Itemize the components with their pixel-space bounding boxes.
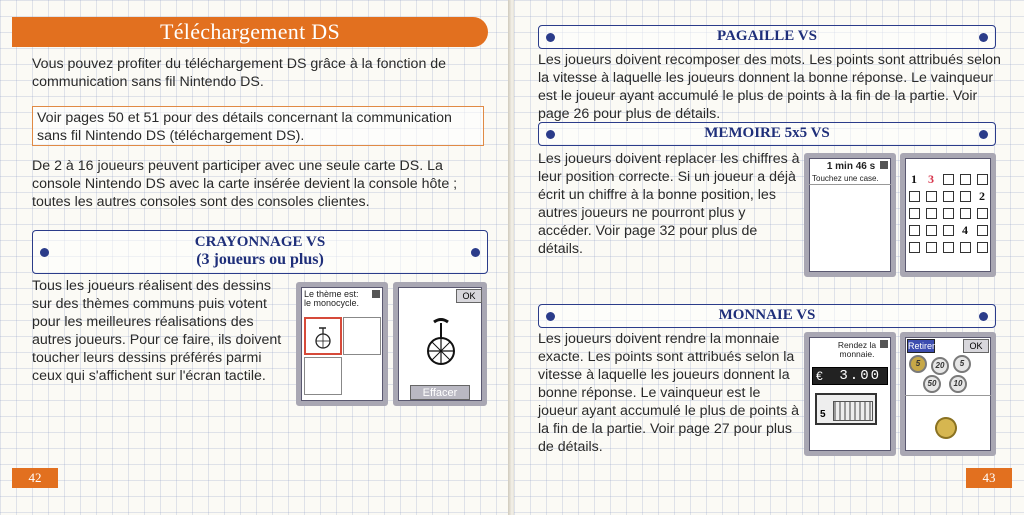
monnaie-title: MONNAIE VS [718,307,816,323]
bullet-icon [979,130,988,139]
sound-icon [880,161,888,169]
memoire-top-screen [804,153,896,277]
unicycle-icon [306,319,340,353]
retirer-button[interactable]: Retirer [908,341,936,351]
theme-line1: Le thème est: [304,289,359,299]
banknote-image-icon [833,401,873,421]
grid-cell[interactable] [977,242,988,253]
drawing-thumbnail[interactable] [343,317,381,355]
page-number: 42 [12,468,58,488]
timer: 1 min 46 s [826,161,876,172]
memoire-body: Les joueurs doivent replacer les chiffres à leur position correcte. Si un joueur a déjà écrit un chiffre à la bonne position, les autres joueurs ne pourront plus y accéder. Voir page 32 pour plus de détails. [538,151,800,257]
ds-bottom-screen [393,282,487,406]
prompt-line2: monnaie. [839,349,875,359]
monnaie-top-screen [804,332,896,456]
memoire-grid-screen [900,153,996,277]
grid-cell[interactable] [960,174,971,185]
grid-number[interactable]: 3 [928,172,934,186]
grid-number[interactable]: 4 [962,223,968,237]
prompt-line1: Rendez la [837,340,877,350]
pagaille-body: Les joueurs doivent recomposer des mots. Les points sont attribués selon la vitesse à laquelle les joueurs donnent la bonne réponse. Le vainqueur est le joueur ayant accumulé le plus de points à la fin de la partie. Voir page 26 pour plus de détails. [538,52,1001,122]
ds-top-screen [296,282,388,406]
unicycle-drawing-icon [420,315,462,369]
amount-value: 3.00 [839,368,881,384]
banknote [815,393,877,425]
hint-text: Touchez une case. [812,174,879,183]
drawing-thumbnail-selected[interactable] [304,317,342,355]
pagaille-title: PAGAILLE VS [717,28,817,44]
pagaille-header [538,25,996,49]
ok-button[interactable]: OK [456,289,482,303]
bullet-icon [546,312,555,321]
bullet-icon [546,130,555,139]
grid-cell[interactable] [943,191,954,202]
coin-icon[interactable]: 5 [953,355,971,373]
coin-icon[interactable]: 10 [949,375,967,393]
grid-cell[interactable] [926,208,937,219]
drawing-thumbnail[interactable] [304,357,342,395]
grid-cell[interactable] [960,242,971,253]
grid-number[interactable]: 2 [979,189,985,203]
monnaie-bottom-screen [900,332,996,456]
bullet-icon [40,248,49,257]
divider [809,184,891,185]
sound-icon [372,290,380,298]
crayonnage-body: Tous les joueurs réalisent des dessins sur des thèmes communs puis votent pour les meilleures réalisations des autres joueurs. Pour ce faire, ils doivent toucher leurs dessins préférés parmi ceux qui s'affichent sur l'écran tactile. [32,278,282,384]
grid-cell[interactable] [943,225,954,236]
grid-cell[interactable] [926,191,937,202]
euro-icon: € [816,369,823,383]
banknote-value: 5 [820,409,826,420]
coin-icon[interactable]: 5 [909,355,927,373]
page-title: Téléchargement DS [12,17,488,47]
memoire-header [538,122,996,146]
grid-cell[interactable] [909,225,920,236]
intro-text: Vous pouvez profiter du téléchargement DS grâce à la fonction de communication sans fil Nintendo DS. [32,56,447,90]
note-box [32,106,484,146]
grid-cell[interactable] [909,208,920,219]
bullet-icon [979,312,988,321]
grid-cell[interactable] [960,191,971,202]
crayonnage-title: CRAYONNAGE VS [194,234,326,250]
grid-cell[interactable] [926,225,937,236]
ok-button[interactable]: OK [963,339,989,353]
right-page [514,0,1024,515]
amount-display [812,367,888,385]
grid-cell[interactable] [977,174,988,185]
crayonnage-header [32,230,488,274]
grid-number[interactable]: 1 [911,172,917,186]
bullet-icon [979,33,988,42]
bullet-icon [546,33,555,42]
grid-cell[interactable] [977,225,988,236]
grid-cell[interactable] [926,242,937,253]
grid-cell[interactable] [943,242,954,253]
grid-cell[interactable] [909,191,920,202]
grid-cell[interactable] [909,242,920,253]
crayonnage-subtitle: (3 joueurs ou plus) [196,251,324,268]
sound-icon [880,340,888,348]
monnaie-header [538,304,996,328]
page-number: 43 [966,468,1012,488]
bullet-icon [471,248,480,257]
note-text: Voir pages 50 et 51 pour des détails concernant la communication sans fil Nintendo DS (téléchargement DS). [37,110,452,144]
memoire-title: MEMOIRE 5x5 VS [704,125,830,141]
effacer-button[interactable]: Effacer [410,385,470,400]
monnaie-body: Les joueurs doivent rendre la monnaie exacte. Les points sont attribués selon la vitesse à laquelle les joueurs donnent la bonne réponse. Le vainqueur est le joueur ayant accumulé le plus de points à la fin de la partie. Voir page 27 pour plus de détails. [538,331,800,455]
coin-icon[interactable]: 50 [923,375,941,393]
grid-cell[interactable] [943,174,954,185]
theme-line2: le monocycle. [304,298,360,308]
grid-cell[interactable] [960,208,971,219]
grid-cell[interactable] [943,208,954,219]
grid-cell[interactable] [977,208,988,219]
players-text: De 2 à 16 joueurs peuvent participer avec une seule carte DS. La console Nintendo DS avec la carte insérée devient la console hôte ; toutes les autres consoles sont des consoles clientes. [32,158,458,210]
selected-coin-icon[interactable] [932,414,960,442]
divider [905,395,991,396]
coin-icon[interactable]: 20 [931,357,949,375]
